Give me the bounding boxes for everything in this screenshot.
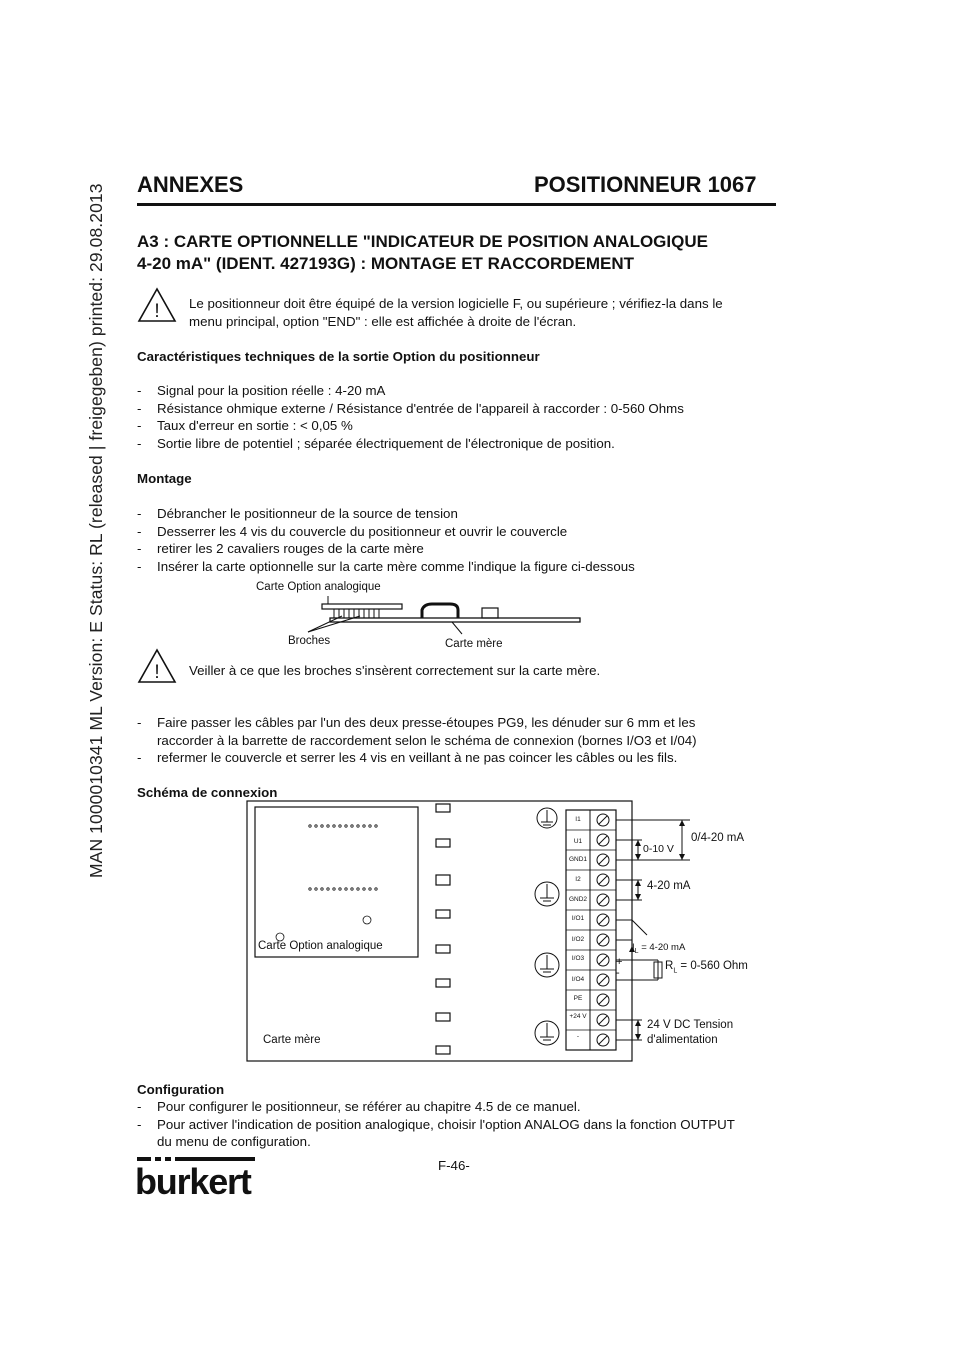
terminal-label: I/O3 xyxy=(571,955,585,962)
list-item: - Insérer la carte optionnelle sur la carte mère comme l'indique la figure ci-dessous xyxy=(137,558,757,576)
list-item: - Débrancher le positionneur de la source de tension xyxy=(137,505,757,523)
list-item: - Signal pour la position réelle : 4-20 mA xyxy=(137,382,757,400)
label-il-symbol: I xyxy=(632,942,635,953)
terminal-label: GND1 xyxy=(568,856,588,863)
specs-list xyxy=(137,382,757,452)
label-0-4-20ma: 0/4-20 mA xyxy=(691,832,745,844)
warning-software-line-1: Le positionneur doit être équipé de la version logicielle F, ou supérieure ; vérifiez-la dans le xyxy=(189,296,723,311)
warning-software-text xyxy=(189,295,769,330)
label-rl-subscript: L xyxy=(673,967,678,975)
figure-label-pins: Broches xyxy=(288,635,331,647)
cables-list xyxy=(137,714,737,767)
label-supply-line-2: d'alimentation xyxy=(647,1034,718,1046)
list-item: - retirer les 2 cavaliers rouges de la carte mère xyxy=(137,540,757,558)
label-minus: - xyxy=(616,967,620,979)
page-number: F-46- xyxy=(438,1158,470,1173)
warning-icon xyxy=(137,287,177,323)
label-il-value: = 4-20 mA xyxy=(641,942,686,953)
header-section-title: ANNEXES xyxy=(137,172,244,197)
warning-pins-text: Veiller à ce que les broches s'insèrent correctement sur la carte mère. xyxy=(189,663,601,678)
terminal-label: I/O2 xyxy=(571,936,585,943)
warning-icon xyxy=(137,648,177,684)
page-title-line-2: 4-20 mA" (IDENT. 427193G) : MONTAGE ET RACCORDEMENT xyxy=(137,254,635,273)
list-item: - Sortie libre de potentiel ; séparée électriquement de l'électronique de position. xyxy=(137,435,757,453)
side-document-note: MAN 1000010341 ML Version: E Status: RL (released | freigegeben) printed: 29.08.2013 xyxy=(86,183,106,878)
terminal-label: - xyxy=(576,1033,580,1040)
terminal-label: I2 xyxy=(575,876,581,883)
montage-heading: Montage xyxy=(137,471,192,486)
specs-heading: Caractéristiques techniques de la sortie Option du positionneur xyxy=(137,349,540,364)
figure-label-mother-board: Carte mère xyxy=(445,638,503,650)
configuration-list xyxy=(137,1098,737,1151)
list-item: - refermer le couvercle et serrer les 4 vis en veillant à ne pas coincer les câbles ou les fils. xyxy=(137,749,737,767)
header-rule xyxy=(137,203,776,206)
page-title-line-1: A3 : CARTE OPTIONNELLE "INDICATEUR DE POSITION ANALOGIQUE xyxy=(137,232,708,251)
list-item: - Résistance ohmique externe / Résistance d'entrée de l'appareil à raccorder : 0-560 Ohms xyxy=(137,400,757,418)
configuration-heading: Configuration xyxy=(137,1082,225,1097)
terminal-label: +24 V xyxy=(569,1013,587,1020)
list-item: - Pour configurer le positionneur, se référer au chapitre 4.5 de ce manuel. xyxy=(137,1098,737,1116)
mother-board-shape xyxy=(330,618,580,622)
terminal-label: GND2 xyxy=(568,896,588,903)
label-il xyxy=(632,942,685,955)
card-insertion-figure xyxy=(250,596,590,636)
header-product-title: POSITIONNEUR 1067 xyxy=(534,172,757,197)
option-card-shape xyxy=(322,604,402,609)
schema-option-card-label: Carte Option analogique xyxy=(258,940,383,952)
schema-heading: Schéma de connexion xyxy=(137,785,278,798)
page-title xyxy=(137,231,777,275)
label-rl-value: = 0-560 Ohm xyxy=(680,960,748,972)
terminal-label: I/O4 xyxy=(571,976,585,983)
burkert-logo xyxy=(135,1157,257,1202)
label-rl xyxy=(665,960,748,974)
montage-list xyxy=(137,505,757,575)
jumper-shape xyxy=(422,604,458,618)
list-item: - Desserrer les 4 vis du couvercle du positionneur et ouvrir le couvercle xyxy=(137,523,757,541)
logo-text: burkert xyxy=(135,1161,251,1202)
label-supply-line-1: 24 V DC Tension xyxy=(647,1019,734,1031)
label-rl-symbol: R xyxy=(665,960,674,972)
list-item: - Faire passer les câbles par l'un des deux presse-étoupes PG9, les dénuder sur 6 mm et les raccorder à la barrette de raccordement selon le schéma de connexion (bornes I/O3 et I/04) xyxy=(137,714,737,749)
svg-text:!: ! xyxy=(154,662,160,683)
terminal-label: U1 xyxy=(573,838,583,845)
label-4-20ma: 4-20 mA xyxy=(647,880,691,892)
terminal-label: PE xyxy=(573,995,583,1002)
list-item: - Taux d'erreur en sortie : < 0,05 % xyxy=(137,417,757,435)
warning-software-line-2: menu principal, option "END" : elle est affichée à droite de l'écran. xyxy=(189,313,577,329)
svg-text:!: ! xyxy=(154,301,160,322)
figure-label-option-card: Carte Option analogique xyxy=(256,581,381,593)
label-il-subscript: L xyxy=(634,947,639,955)
label-0-10v: 0-10 V xyxy=(643,843,674,855)
schema-mother-board-label: Carte mère xyxy=(263,1034,321,1046)
label-plus: + xyxy=(616,956,623,968)
terminal-label: I/O1 xyxy=(571,915,585,922)
list-item: - Pour activer l'indication de position analogique, choisir l'option ANALOG dans la fonction OUTPUT du menu de configuration. xyxy=(137,1116,737,1151)
terminal-label: I1 xyxy=(575,816,581,823)
